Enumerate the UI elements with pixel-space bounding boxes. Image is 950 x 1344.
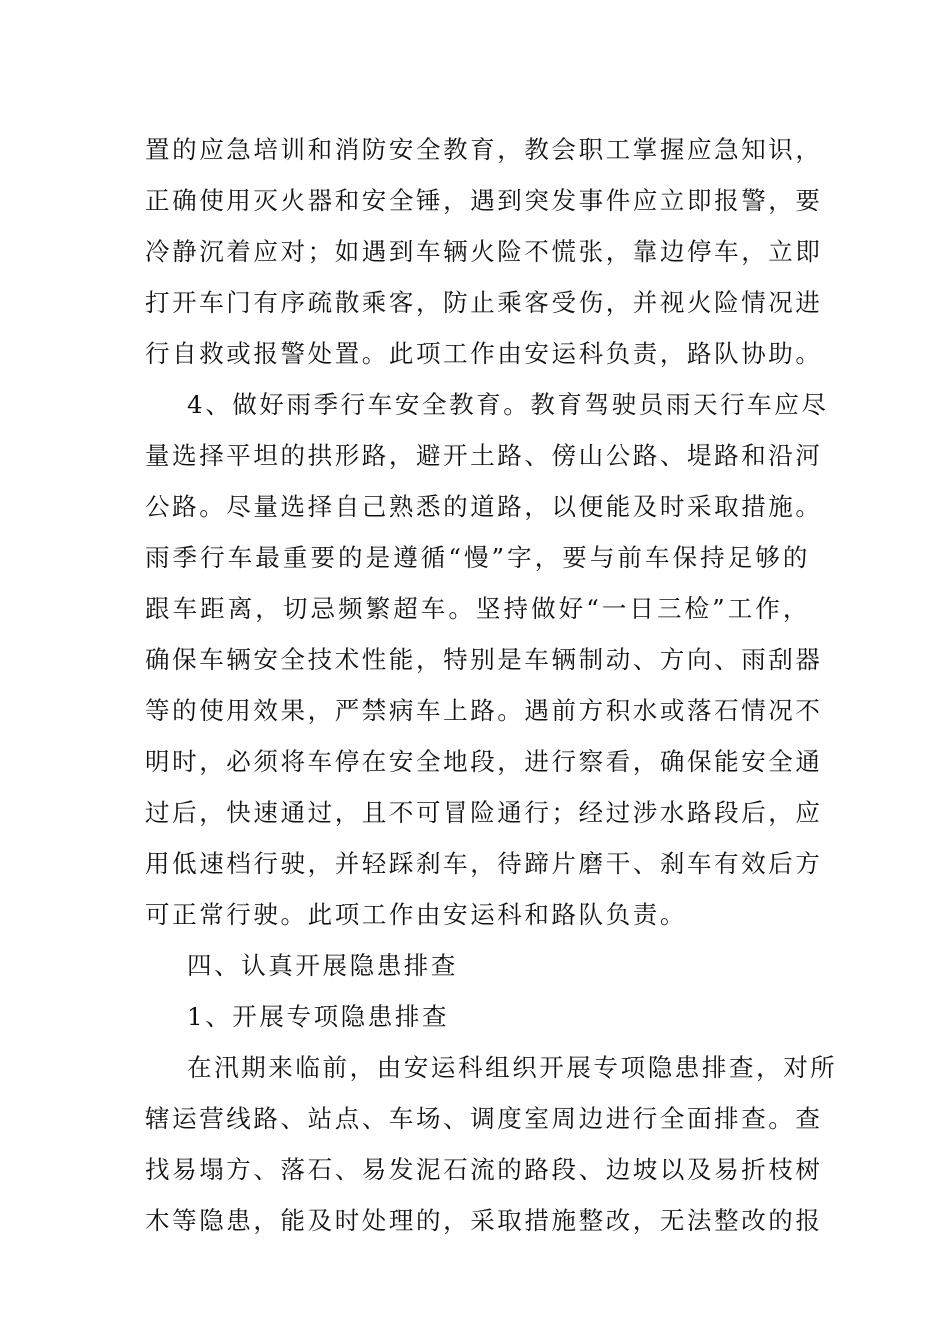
text-line-22: 木等隐患，能及时处理的，采取措施整改，无法整改的报 — [145, 1206, 823, 1235]
text-line-10: 跟车距离，切忌频繁超车。坚持做好“一日三检”工作， — [145, 594, 810, 623]
text-line-13: 明时，必须将车停在安全地段，进行察看，确保能安全通 — [145, 747, 823, 776]
text-line-20: 辖运营线路、站点、车场、调度室周边进行全面排查。查 — [145, 1104, 823, 1133]
text-line-11: 确保车辆安全技术性能，特别是车辆制动、方向、雨刮器 — [145, 645, 823, 674]
body-text — [145, 124, 838, 1246]
text-line-21: 找易塌方、落石、易发泥石流的路段、边坡以及易折枝树 — [145, 1155, 823, 1184]
text-line-19: 在汛期来临前，由安运科组织开展专项隐患排查，对所 — [187, 1053, 838, 1082]
text-line-16: 可正常行驶。此项工作由安运科和路队负责。 — [145, 900, 687, 929]
text-line-5: 行自救或报警处置。此项工作由安运科负责，路队协助。 — [145, 339, 823, 368]
text-line-12: 等的使用效果，严禁病车上路。遇前方积水或落石情况不 — [145, 696, 823, 725]
text-line-15: 用低速档行驶，并轻踩刹车，待蹄片磨干、刹车有效后方 — [145, 849, 823, 878]
subsection-heading: 1、开展专项隐患排查 — [187, 1002, 450, 1031]
text-line-7: 量选择平坦的拱形路，避开土路、傍山公路、堤路和沿河 — [145, 441, 823, 470]
text-line-14: 过后，快速通过，且不可冒险通行；经过涉水路段后，应 — [145, 798, 823, 827]
text-line-6: 4、做好雨季行车安全教育。教育驾驶员雨天行车应尽 — [187, 390, 829, 419]
text-line-8: 公路。尽量选择自己熟悉的道路，以便能及时采取措施。 — [145, 492, 823, 521]
text-line-4: 打开车门有序疏散乘客，防止乘客受伤，并视火险情况进 — [145, 288, 823, 317]
text-line-9: 雨季行车最重要的是遵循“慢”字，要与前车保持足够的 — [145, 543, 810, 572]
section-heading: 四、认真开展隐患排查 — [187, 951, 458, 980]
text-line-1: 置的应急培训和消防安全教育，教会职工掌握应急知识， — [145, 135, 823, 164]
text-line-3: 冷静沉着应对；如遇到车辆火险不慌张，靠边停车，立即 — [145, 237, 823, 266]
text-line-2: 正确使用灭火器和安全锤，遇到突发事件应立即报警，要 — [145, 186, 823, 215]
